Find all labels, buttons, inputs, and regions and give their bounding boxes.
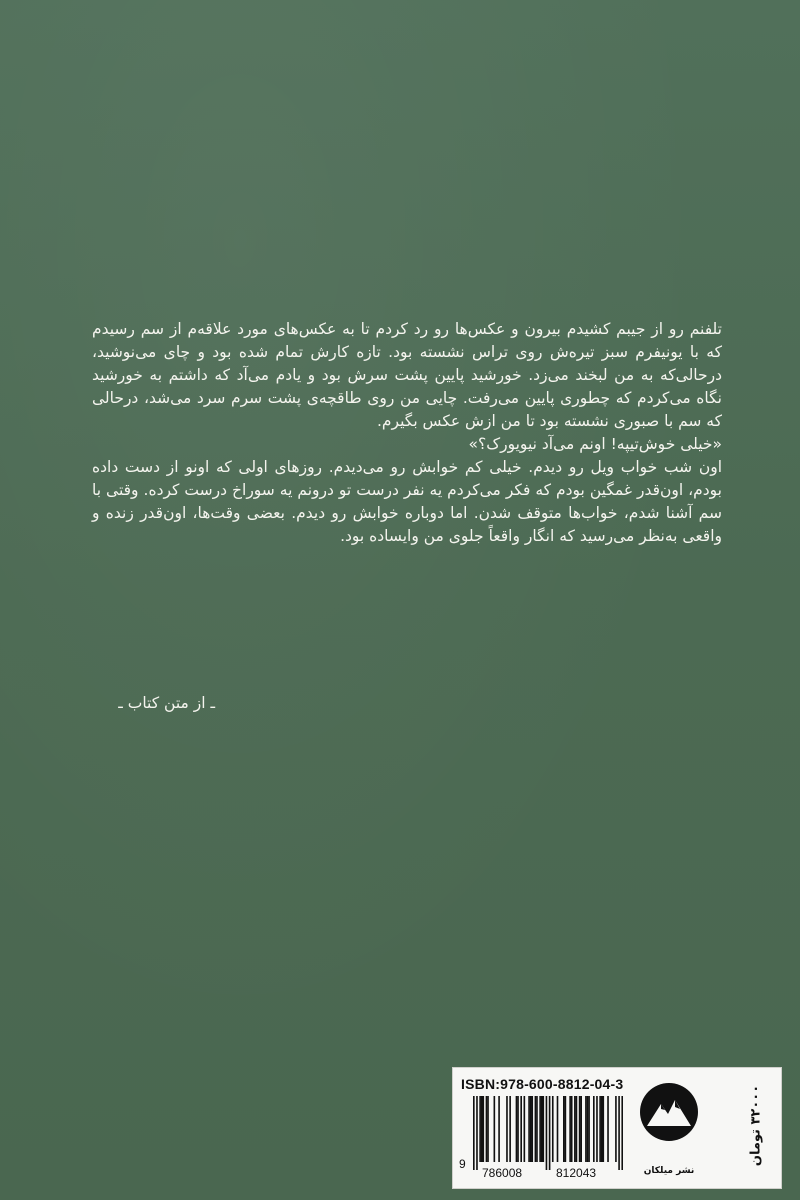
barcode-bar xyxy=(571,1096,573,1162)
excerpt-dialogue: «خیلی خوش‌تیپه! اونم می‌آد نیویورک؟» xyxy=(468,435,722,453)
barcode-bar xyxy=(599,1096,601,1162)
source-note: ـ از متن کتاب ـ xyxy=(118,694,215,712)
book-excerpt xyxy=(92,318,722,548)
ean-left-digits: 786008 xyxy=(479,1166,525,1180)
barcode-bar xyxy=(596,1096,598,1162)
barcode-bar xyxy=(588,1096,590,1162)
price-label: ۳۲۰۰۰ تومان xyxy=(748,1084,764,1167)
barcode-bar xyxy=(482,1096,484,1162)
barcode-bar xyxy=(593,1096,595,1162)
barcode-bar xyxy=(585,1096,587,1162)
barcode-bar xyxy=(530,1096,532,1162)
barcode-bar xyxy=(576,1096,578,1162)
barcode-bar xyxy=(587,1096,589,1162)
barcode-bar xyxy=(481,1096,483,1162)
barcode-bar xyxy=(528,1096,530,1162)
excerpt-paragraph-1: تلفنم رو از جیبم کشیدم بیرون و عکس‌ها رو رد کردم تا به عکس‌های مورد علاقه‌م از سم رسیدم که با یونیفرم سبز تیره‌ش روی تراس نشسته بود. تازه کارش تمام شده بود و چای می‌نوشید، درحالی‌که به من لبخند می‌زد. خورشید پایین پشت سرش بود و یادم می‌آد که داشتم به خورشید نگاه می‌کردم که چطوری پایین می‌رفت. چایی من روی طاقچه‌ی پشت سرم سرد می‌شد، درحالی که سم با صبوری نشسته بود تا من ازش عکس بگیرم. xyxy=(92,320,722,430)
barcode-bar xyxy=(479,1096,481,1162)
barcode-bar xyxy=(487,1096,489,1162)
barcode-bar xyxy=(539,1096,541,1162)
barcode-bar xyxy=(536,1096,538,1162)
barcode-bar xyxy=(618,1096,620,1170)
excerpt-paragraph-2: اون شب خواب ویل رو دیدم. خیلی کم خوابش رو می‌دیدم. روزهای اولی که اونو از دست داده بودم، اون‌قدر غمگین بودم که فکر می‌کردم یه نفر درست تو درونم یه سوراخ درست کرده. وقتی با سم آشنا شدم، خواب‌ها متوقف شدن. اما دوباره خوابش رو دیدم. بعضی وقت‌ها، اون‌قدر زنده و واقعی به‌نظر می‌رسید که انگار واقعاً جلوی من وایساده بود. xyxy=(92,458,722,545)
barcode-bar xyxy=(549,1096,551,1170)
barcode-bar xyxy=(535,1096,537,1162)
barcode-bar xyxy=(473,1096,475,1170)
barcode-bar xyxy=(542,1096,544,1162)
barcode-bar xyxy=(621,1096,623,1170)
barcode-bar xyxy=(574,1096,576,1162)
barcode-bar xyxy=(569,1096,571,1162)
barcode-bar xyxy=(486,1096,488,1162)
barcode-bar xyxy=(579,1096,581,1162)
barcode-sticker xyxy=(452,1067,782,1189)
ean-first-digit: 9 xyxy=(459,1157,466,1171)
barcode-bar xyxy=(565,1096,567,1162)
barcode-bar xyxy=(476,1096,478,1170)
barcode-bar xyxy=(524,1096,526,1162)
publisher-logo xyxy=(639,1082,699,1142)
barcode xyxy=(473,1096,623,1170)
barcode-bar xyxy=(607,1096,609,1162)
barcode-bar xyxy=(516,1096,518,1162)
barcode-bar xyxy=(494,1096,496,1162)
barcode-bar xyxy=(517,1096,519,1162)
barcode-bar xyxy=(557,1096,559,1162)
barcode-bar xyxy=(615,1096,617,1162)
isbn-label: ISBN:978-600-8812-04-3 xyxy=(461,1076,624,1092)
barcode-bar xyxy=(546,1096,548,1170)
barcode-bar xyxy=(520,1096,522,1162)
barcode-bar xyxy=(552,1096,554,1162)
publisher-name: نشر میلکان xyxy=(643,1166,695,1176)
barcode-bar xyxy=(602,1096,604,1162)
barcode-bar xyxy=(498,1096,500,1162)
barcode-bar xyxy=(580,1096,582,1162)
barcode-bar xyxy=(531,1096,533,1162)
ean-right-digits: 812043 xyxy=(553,1166,599,1180)
barcode-bar xyxy=(563,1096,565,1162)
barcode-bar xyxy=(509,1096,511,1162)
barcode-bar xyxy=(541,1096,543,1162)
barcode-bar xyxy=(506,1096,508,1162)
barcode-bar xyxy=(601,1096,603,1162)
